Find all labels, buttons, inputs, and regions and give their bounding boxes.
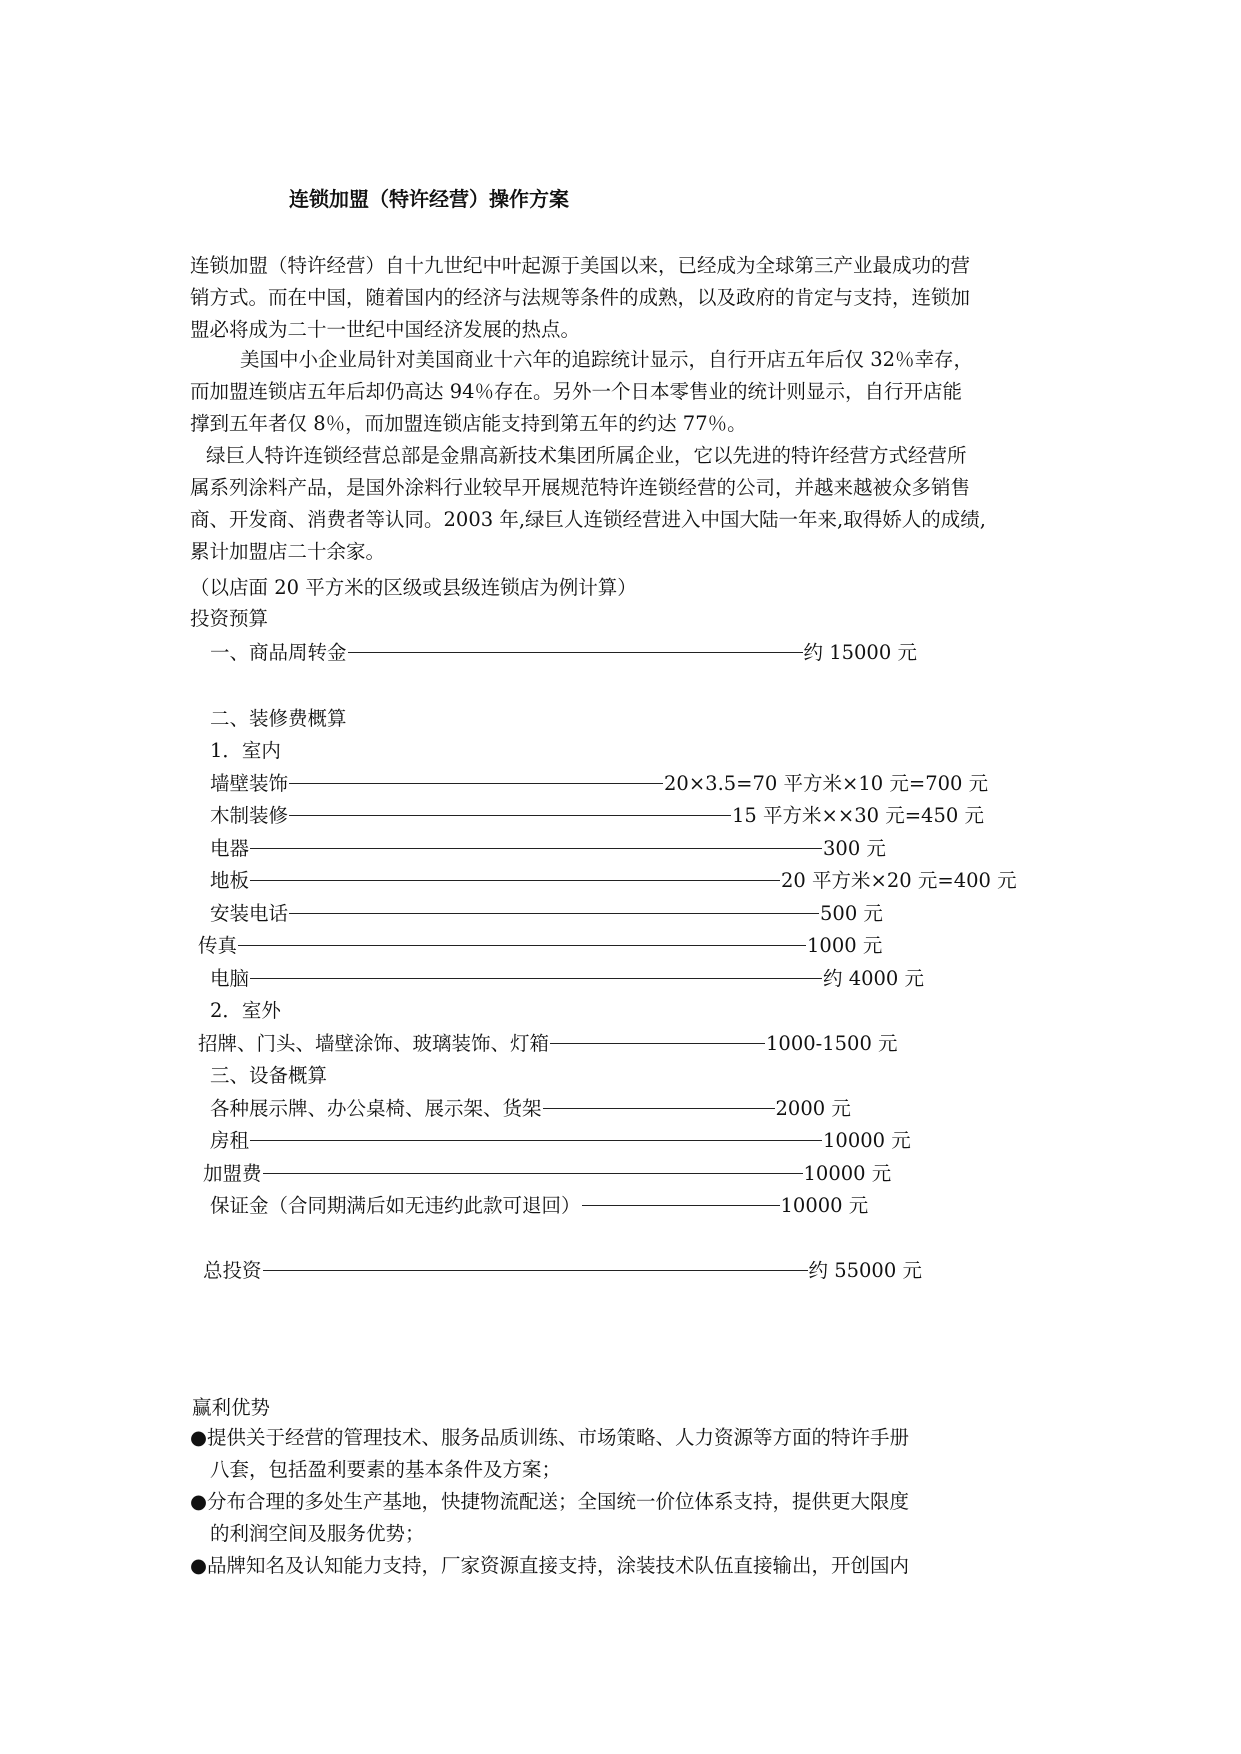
text-line: 美国中小企业局针对美国商业十六年的追踪统计显示，自行开店五年后仅 32％幸存，	[240, 348, 974, 371]
item-label: 加盟费	[203, 1162, 262, 1185]
advantage-item-3	[190, 1550, 909, 1582]
item-label: 木制装修	[210, 804, 289, 827]
text-line: 销方式。而在中国，随着国内的经济与法规等条件的成熟，以及政府的肯定与支持，连锁加	[190, 286, 971, 309]
item-label: 各种展示牌、办公桌椅、展示架、货架	[210, 1097, 542, 1120]
budget-item-woodwork	[210, 803, 984, 829]
budget-item-franchise-fee	[203, 1161, 891, 1187]
item-value: 约 55000 元	[808, 1259, 922, 1282]
item-value: 20×3.5=70 平方米×10 元=700 元	[664, 772, 989, 795]
text-line: 撑到五年者仅 8％，而加盟连锁店能支持到第五年的约达 77％。	[190, 412, 747, 435]
calculation-note: （以店面 20 平方米的区级或县级连锁店为例计算）	[190, 576, 637, 599]
bullet: ●	[190, 1426, 208, 1449]
budget-item-goods-capital	[210, 640, 917, 666]
text-line: 商、开发商、消费者等认同。2003 年,绿巨人连锁经营进入中国大陆一年来,取得娇人的成绩,	[190, 508, 986, 531]
leader-line	[250, 978, 822, 979]
item-value: 2000 元	[775, 1097, 851, 1120]
item-label: 电器	[210, 837, 250, 860]
leader-line	[263, 1270, 808, 1271]
leader-line	[550, 1043, 765, 1044]
leader-line	[582, 1205, 780, 1206]
budget-heading: 投资预算	[190, 607, 269, 630]
indoor-subheading: 1．室内	[210, 739, 281, 762]
item-value: 10000 元	[823, 1129, 911, 1152]
item-value: 20 平方米×20 元=400 元	[781, 869, 1017, 892]
advantages-heading: 赢利优势	[192, 1396, 271, 1419]
item-value: 300 元	[823, 837, 886, 860]
leader-line	[289, 913, 819, 914]
item-value: 约 4000 元	[823, 967, 925, 990]
item-label: 一、商品周转金	[210, 641, 347, 664]
bullet: ●	[190, 1490, 208, 1513]
item-label: 墙壁装饰	[210, 772, 289, 795]
item-label: 总投资	[203, 1259, 262, 1282]
item-label: 地板	[210, 869, 250, 892]
text-line: 绿巨人特许连锁经营总部是金鼎高新技术集团所属企业，它以先进的特许经营方式经营所	[206, 444, 967, 467]
advantage-item-1	[190, 1422, 909, 1486]
equipment-heading: 三、设备概算	[210, 1064, 328, 1087]
text-line: 累计加盟店二十余家。	[190, 540, 386, 563]
budget-item-fax	[198, 933, 882, 959]
budget-item-rent	[210, 1128, 911, 1154]
leader-line	[263, 1173, 803, 1174]
leader-line	[543, 1108, 775, 1109]
item-label: 保证金（合同期满后如无违约此款可退回）	[210, 1194, 581, 1217]
item-value: 500 元	[820, 902, 883, 925]
item-value: 10000 元	[803, 1162, 892, 1185]
item-value: 15 平方米××30 元=450 元	[732, 804, 984, 827]
text-line: 提供关于经营的管理技术、服务品质训练、市场策略、人力资源等方面的特许手册	[207, 1426, 910, 1449]
leader-line	[250, 1140, 822, 1141]
budget-item-deposit	[210, 1193, 868, 1219]
budget-item-displays	[210, 1096, 851, 1122]
text-line: 而加盟连锁店五年后却仍高达 94％存在。另外一个日本零售业的统计则显示，自行开店能	[190, 380, 963, 403]
intro-paragraph-2	[190, 344, 973, 440]
item-label: 电脑	[210, 967, 250, 990]
item-label: 招牌、门头、墙壁涂饰、玻璃装饰、灯箱	[198, 1032, 550, 1055]
item-value: 1000 元	[807, 934, 883, 957]
budget-item-signage	[198, 1031, 898, 1057]
budget-total	[203, 1258, 922, 1284]
intro-paragraph-3	[190, 440, 986, 568]
item-label: 安装电话	[210, 902, 289, 925]
budget-item-telephone	[210, 901, 883, 927]
advantage-item-2	[190, 1486, 909, 1550]
text-line: 分布合理的多处生产基地，快捷物流配送；全国统一价位体系支持，提供更大限度	[207, 1490, 910, 1513]
text-line: 属系列涂料产品，是国外涂料行业较早开展规范特许连锁经营的公司，并越来越被众多销售	[190, 476, 971, 499]
budget-item-wall-decoration	[210, 771, 988, 797]
item-value: 1000-1500 元	[766, 1032, 898, 1055]
item-label: 传真	[198, 934, 238, 957]
leader-line	[348, 652, 803, 653]
budget-item-computer	[210, 966, 924, 992]
text-line: 八套，包括盈利要素的基本条件及方案；	[210, 1458, 562, 1481]
leader-line	[250, 880, 780, 881]
budget-item-flooring	[210, 868, 1017, 894]
budget-item-appliances	[210, 836, 886, 862]
text-line: 的利润空间及服务优势；	[210, 1522, 425, 1545]
text-line: 连锁加盟（特许经营）自十九世纪中叶起源于美国以来，已经成为全球第三产业最成功的营	[190, 254, 971, 277]
leader-line	[289, 815, 731, 816]
item-value: 约 15000 元	[803, 641, 917, 664]
text-line: 品牌知名及认知能力支持，厂家资源直接支持，涂装技术队伍直接输出，开创国内	[207, 1554, 910, 1577]
leader-line	[238, 945, 806, 946]
intro-paragraph-1	[190, 250, 970, 346]
item-value: 10000 元	[780, 1194, 869, 1217]
item-label: 房租	[210, 1129, 250, 1152]
outdoor-subheading: 2．室外	[210, 999, 281, 1022]
bullet: ●	[190, 1554, 208, 1577]
text-line: 盟必将成为二十一世纪中国经济发展的热点。	[190, 318, 581, 341]
renovation-heading: 二、装修费概算	[210, 707, 347, 730]
document-title: 连锁加盟（特许经营）操作方案	[289, 187, 569, 211]
leader-line	[250, 848, 822, 849]
leader-line	[289, 783, 663, 784]
